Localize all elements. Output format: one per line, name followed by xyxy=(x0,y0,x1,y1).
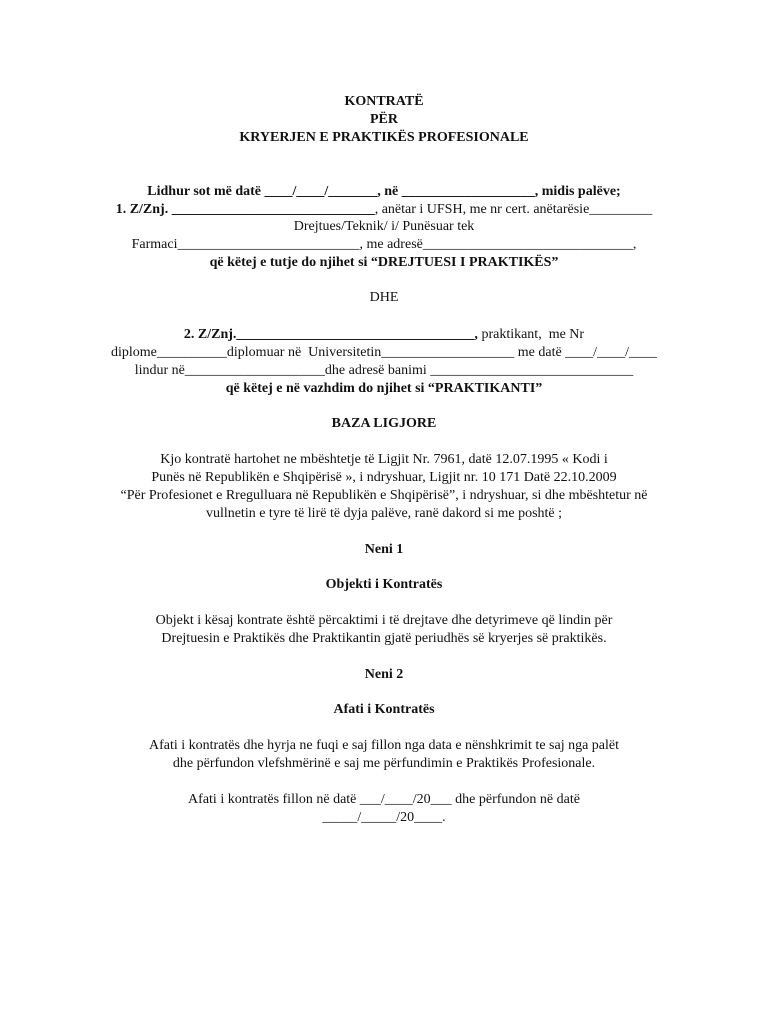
article1-text-line: Drejtuesin e Praktikës dhe Praktikantin gjatë periudhës së kryerjes së praktikës. xyxy=(161,631,607,646)
party1-name-label: 1. Z/Znj. _____________________________ xyxy=(115,202,375,217)
article1-title: Objekti i Kontratës xyxy=(325,577,443,592)
party2-line-1 xyxy=(0,326,768,344)
article2-term-line: Afati i kontratës fillon në datë ___/____/20___ dhe përfundon në datë xyxy=(188,792,580,807)
legal-basis-line: Kjo kontratë hartohet ne mbështetje të Ligjit Nr. 7961, datë 12.07.1995 « Kodi i xyxy=(160,452,608,467)
article2-title: Afati i Kontratës xyxy=(333,702,435,717)
party2-line-2: diplome__________diplomuar në Universitetin___________________ me datë ____/____/____ xyxy=(111,345,657,360)
article2-text-line: dhe përfundon vlefshmërinë e saj me përfundimin e Praktikës Profesionale. xyxy=(172,756,596,771)
party1-line-1 xyxy=(0,201,768,219)
article1-text-line: Objekt i kësaj kontrate është përcaktimi i të drejtave dhe detyrimeve që lindin për xyxy=(155,613,613,628)
contract-intro: Lidhur sot më datë ____/____/_______, në ___________________, midis palëve; xyxy=(147,184,621,199)
legal-basis-line: Punës në Republikën e Shqipërisë », i ndryshuar, Ligjit nr. 10 171 Datë 22.10.2009 xyxy=(151,470,617,485)
legal-basis-line: vullnetin e tyre të lirë të dyja palëve, ranë dakord si me poshtë ; xyxy=(205,506,563,521)
and-separator: DHE xyxy=(369,290,399,305)
legal-basis-heading: BAZA LIGJORE xyxy=(331,416,437,431)
party2-name-label: 2. Z/Znj.__________________________________, xyxy=(183,327,478,342)
article1-number: Neni 1 xyxy=(364,542,404,557)
party1-line-3: Farmaci__________________________, me adresë______________________________, xyxy=(131,237,637,252)
article2-text-line: Afati i kontratës dhe hyrja ne fuqi e saj fillon nga data e nënshkrimit te saj nga palët xyxy=(148,738,620,753)
title-line-2: PËR xyxy=(370,112,398,127)
article2-term-line: _____/_____/20____. xyxy=(322,810,446,825)
party1-membership: , anëtar i UFSH, me nr cert. anëtarësie_________ xyxy=(374,202,653,217)
article2-number: Neni 2 xyxy=(364,667,404,682)
party2-designation: që këtej e në vazhdim do njihet si “PRAKTIKANTI” xyxy=(225,381,543,396)
party1-line-2: Drejtues/Teknik/ i/ Punësuar tek xyxy=(293,219,475,234)
party2-line-3: lindur në____________________dhe adresë banimi _____________________________ xyxy=(134,363,634,378)
party2-role: praktikant, me Nr xyxy=(477,327,585,342)
title-line-1: KONTRATË xyxy=(344,94,424,109)
legal-basis-line: “Për Profesionet e Rregulluara në Republikën e Shqipërisë”, i ndryshuar, si dhe mbështetur në xyxy=(120,488,648,503)
title-line-3: KRYERJEN E PRAKTIKËS PROFESIONALE xyxy=(239,130,529,145)
party1-designation: që këtej e tutje do njihet si “DREJTUESI I PRAKTIKËS” xyxy=(209,255,559,270)
